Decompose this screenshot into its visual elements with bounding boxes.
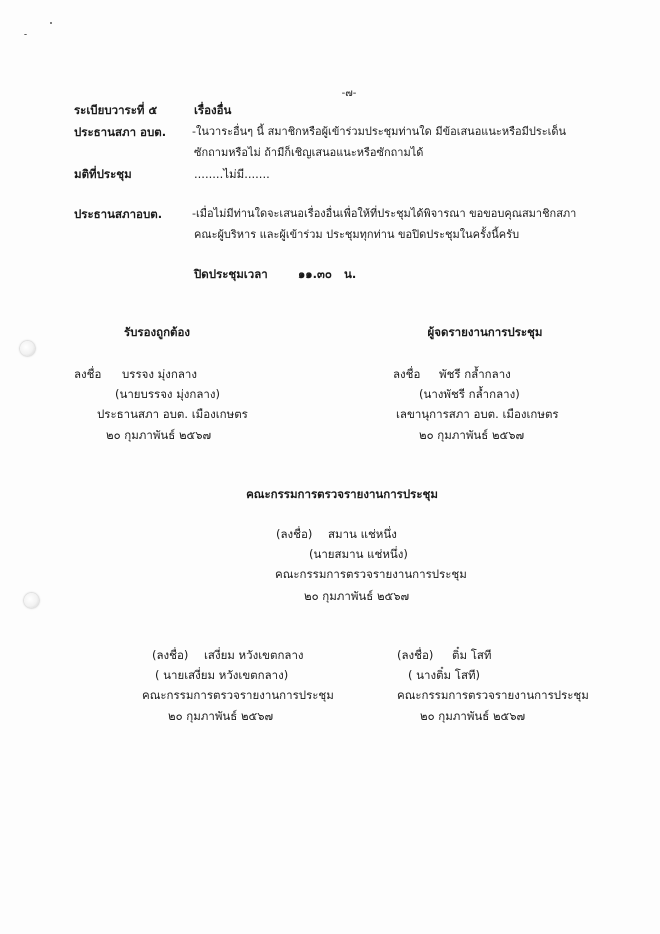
certifier-heading: รับรองถูกต้อง	[123, 325, 191, 339]
speech-line: ซักถามหรือไม่ ถ้ามีก็เชิญเสนอแนะหรือซักถามได้	[194, 146, 424, 159]
speech-line: -ในวาระอื่นๆ นี้ สมาชิกหรือผู้เข้าร่วมประชุมท่านใด มีข้อเสนอแนะหรือมีประเด็น	[192, 125, 567, 138]
punch-hole-icon	[24, 593, 39, 608]
agenda-label: ระเบียบวาระที่ ๕	[74, 103, 158, 117]
sign-date: ๒๐ กุมภาพันธ์ ๒๕๖๗	[304, 589, 410, 603]
speech-line: -เมื่อไม่มีท่านใดจะเสนอเรื่องอื่นเพื่อให้ที่ประชุมได้พิจารณา ขอขอบคุณสมาชิกสภา	[192, 207, 577, 220]
sign-label: (ลงชื่อ)	[397, 648, 434, 662]
speech-line: คณะผู้บริหาร และผู้เข้าร่วม ประชุมทุกท่าน ขอปิดประชุมในครั้งนี้ครับ	[194, 228, 520, 241]
signer-name: ( นางติ๋ม โสที)	[408, 668, 481, 682]
signer-position: คณะกรรมการตรวจรายงานการประชุม	[142, 688, 334, 702]
sign-date: ๒๐ กุมภาพันธ์ ๒๕๖๗	[106, 428, 212, 442]
agenda-title: เรื่องอื่น	[194, 103, 232, 117]
signature: พัชรี กล้ำกลาง	[439, 367, 511, 381]
signer-name: (นางพัชรี กล้ำกลาง)	[419, 387, 520, 401]
punch-hole-icon	[20, 341, 35, 356]
resolution-label: มติที่ประชุม	[74, 167, 132, 181]
page-number: -๗-	[341, 88, 357, 99]
sign-date: ๒๐ กุมภาพันธ์ ๒๕๖๗	[168, 709, 274, 723]
signer-position: เลขานุการสภา อบต. เมืองเกษตร	[396, 407, 559, 421]
signature: ติ๋ม โสที	[452, 648, 492, 662]
signer-name: (นายสมาน แช่หนึ่ง)	[309, 547, 408, 561]
recorder-heading: ผู้จดรายงานการประชุม	[427, 325, 543, 339]
sign-date: ๒๐ กุมภาพันธ์ ๒๕๖๗	[419, 428, 525, 442]
committee-heading: คณะกรรมการตรวจรายงานการประชุม	[246, 487, 438, 501]
speaker-label: ประธานสภา อบต.	[74, 125, 167, 139]
signature: บรรจง มุ่งกลาง	[122, 367, 197, 381]
sign-date: ๒๐ กุมภาพันธ์ ๒๕๖๗	[420, 709, 526, 723]
sign-label: ลงชื่อ	[393, 367, 421, 381]
sign-label: ลงชื่อ	[74, 367, 102, 381]
signer-position: คณะกรรมการตรวจรายงานการประชุม	[275, 567, 467, 581]
resolution-value: ........ไม่มี.......	[194, 167, 270, 181]
closing-time: ๑๑.๓๐	[298, 267, 332, 281]
signature: เสงี่ยม หวังเขตกลาง	[204, 648, 304, 662]
closing-unit: น.	[344, 267, 357, 281]
sign-label: (ลงชื่อ)	[152, 648, 189, 662]
signer-position: ประธานสภา อบต. เมืองเกษตร	[97, 407, 248, 421]
closing-label: ปิดประชุมเวลา	[194, 267, 268, 281]
signer-name: (นายบรรจง มุ่งกลาง)	[115, 387, 220, 401]
speaker-label: ประธานสภาอบต.	[74, 207, 163, 221]
signer-position: คณะกรรมการตรวจรายงานการประชุม	[397, 688, 589, 702]
scan-speck	[50, 22, 52, 24]
sign-label: (ลงชื่อ)	[276, 527, 313, 541]
scan-speck	[24, 34, 27, 35]
signer-name: ( นายเสงี่ยม หวังเขตกลาง)	[155, 668, 289, 682]
signature: สมาน แช่หนึ่ง	[328, 527, 397, 541]
